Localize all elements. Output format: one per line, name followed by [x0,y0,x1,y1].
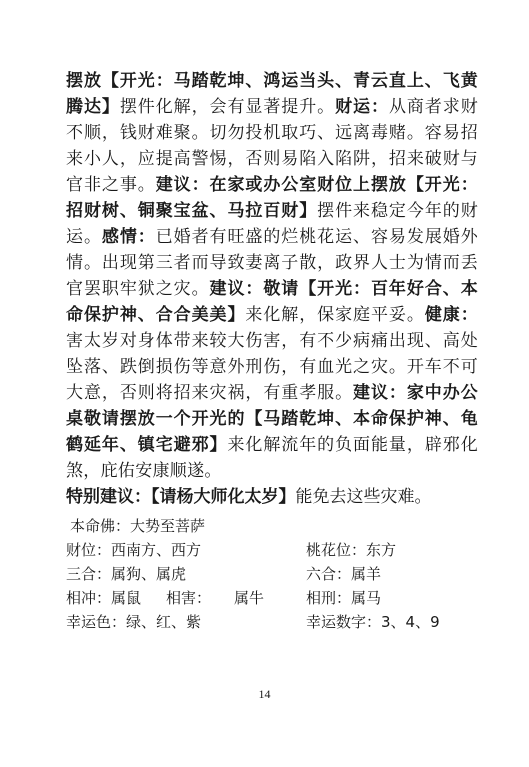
lucky-color: 幸运色：绿、红、紫 [66,613,202,631]
taohuawei: 桃花位：东方 [306,541,397,559]
bold-text-run: 建议：家中办公桌敬请摆放一个开光的【马踏乾坤、本命保护神、龟鹤延年、镇宅避邪】 [66,383,478,455]
xianghai-label: 相害： [166,589,212,607]
page-number: 14 [258,687,271,701]
benmingfo: 本命佛：大势至菩萨 [70,517,206,535]
bold-text-run: 建议：在家或办公室财位上摆放【开光：招财树、铜聚宝盆、马拉百财】 [66,175,478,221]
text-run: 已婚者有旺盛的烂桃花运、容易发展婚外情。出现第三者而导致妻离子散，政界人士为情而丢官罢职牢狱之灾。 [66,227,478,299]
text-run: 从商者求财不顺，钱财难聚。切勿投机取巧、远离毒赌。容易招来小人，应提高警惕，否则易陷入陷阱，招来破财与官非之事。 [66,97,478,195]
info-row-caiwei [66,538,478,562]
text-run: 摆件化解，会有显著提升。 [119,97,336,117]
fortune-paragraph [66,68,478,484]
special-advice-label: 特别建议：【请杨大师化太岁】 [66,487,296,507]
bold-text-run: 财运： [335,97,389,117]
lucky-number: 幸运数字：3、4、9 [306,613,440,631]
special-advice [66,484,478,510]
text-run: 来化解，保家庭平妥。 [245,305,425,325]
bold-text-run: 摆放【开光：马踏乾坤、鸿运当头、青云直上、飞黄腾达】 [66,71,478,117]
page-content [66,68,478,634]
conflict-group [66,586,306,610]
sanhe: 三合：属狗、属虎 [66,565,187,583]
info-row-xiangchong [66,586,478,610]
info-row-lucky [66,610,478,634]
xianghai-value: 属牛 [234,589,265,607]
special-advice-text: 能免去这些灾难。 [295,487,432,507]
text-run: 来化解流年的负面能量，辟邪化煞，庇佑安康顺遂。 [66,435,478,481]
caiwei: 财位：西南方、西方 [66,541,202,559]
xiangchong: 相冲：属鼠 [66,589,142,607]
xiangxing: 相刑：属马 [306,589,382,607]
bold-text-run: 健康： [424,305,478,325]
liuhe: 六合：属羊 [306,565,382,583]
text-run: 害太岁对身体带来较大伤害，有不少病痛出现、高处坠落、跌倒损伤等意外刑伤，有血光之灾。开车不可大意，否则将招来灾祸，有重孝服。 [66,331,478,403]
info-row-sanhe [66,562,478,586]
info-row-benmingfo [66,514,478,538]
bold-text-run: 建议：敬请【开光：百年好合、本命保护神、合合美美】 [66,279,478,325]
bold-text-run: 感情： [101,227,156,247]
info-table [66,514,478,634]
text-run: 摆件来稳定今年的财运。 [66,201,478,247]
